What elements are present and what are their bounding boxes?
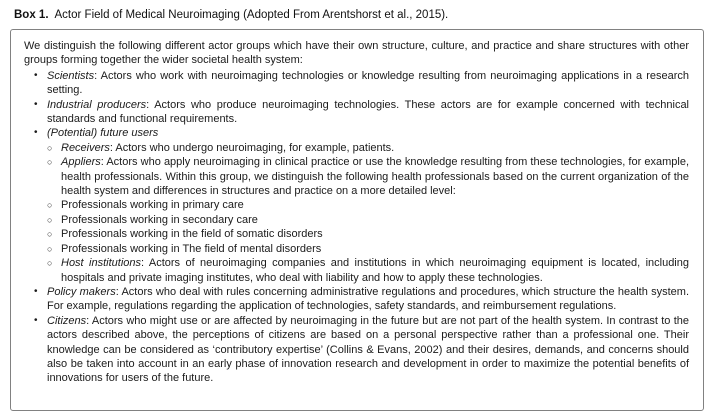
item-text bbox=[61, 213, 689, 227]
bullet-icon: • bbox=[34, 98, 38, 110]
list-item bbox=[34, 126, 689, 284]
content-box bbox=[10, 29, 704, 411]
list-item bbox=[34, 69, 689, 98]
bullet-icon: • bbox=[34, 314, 38, 326]
item-rest: Professionals working in secondary care bbox=[61, 213, 258, 226]
item-text bbox=[47, 314, 689, 386]
item-rest: : Actors who might use or are affected by neuroimaging in the future but are not part of the health system. In contrast to the actors described above, the perceptions of citizens are based on a personal perspective rather than a professional one. Their knowledge can be considered as ‘contributory expertise’ (Collins & Evans, 2002) and their desires, demands, and concerns should also be taken into account in an early phase of innovation research and development in order to maximize the potential benefits of innovations for users of the future. bbox=[47, 314, 689, 385]
bullet-icon: • bbox=[34, 285, 38, 297]
circle-icon: ○ bbox=[47, 243, 53, 254]
list-item bbox=[34, 98, 689, 127]
item-term: Industrial producers bbox=[47, 98, 147, 111]
item-term: Host institutions bbox=[61, 257, 142, 270]
item-text bbox=[61, 256, 689, 285]
circle-icon: ○ bbox=[47, 200, 53, 211]
sub-list-item bbox=[47, 141, 689, 155]
item-term: Policy makers bbox=[47, 285, 116, 298]
circle-icon: ○ bbox=[47, 258, 53, 269]
item-rest: Professionals working in primary care bbox=[61, 199, 244, 212]
item-text bbox=[47, 285, 689, 314]
sub-list-item bbox=[47, 242, 689, 256]
sub-list-item bbox=[47, 155, 689, 198]
item-rest: : Actors who deal with rules concerning administrative regulations and procedures, which structure the health system. For example, regulations regarding the application of technologies, safety standards, and reimbursement regulations. bbox=[47, 285, 690, 313]
bullet-icon: • bbox=[34, 69, 38, 81]
item-rest: : Actors who apply neuroimaging in clinical practice or use the knowledge resulting from these technologies, for example, health professionals. Within this group, we distinguish the following health professionals based on the current organization of the health system and differences in structures and practice on a more detailed level: bbox=[61, 156, 689, 198]
item-rest: : Actors who undergo neuroimaging, for example, patients. bbox=[109, 141, 395, 154]
sub-list bbox=[34, 141, 689, 285]
item-text bbox=[61, 198, 689, 212]
item-text bbox=[47, 98, 689, 127]
circle-icon: ○ bbox=[47, 142, 53, 153]
actor-list bbox=[24, 69, 689, 386]
item-text bbox=[61, 227, 689, 241]
item-term: Scientists bbox=[47, 69, 95, 82]
sub-list-item bbox=[47, 198, 689, 212]
bullet-icon: • bbox=[34, 127, 38, 139]
item-text bbox=[61, 155, 689, 198]
item-rest: Professionals working in The field of mental disorders bbox=[61, 242, 322, 255]
item-text bbox=[47, 126, 689, 140]
circle-icon: ○ bbox=[47, 214, 53, 225]
sub-list-item bbox=[47, 213, 689, 227]
intro-paragraph: We distinguish the following different actor groups which have their own structure, culture, and practice and share structures with other groups forming together the wider societal health system: bbox=[24, 40, 689, 67]
sub-list-item bbox=[47, 227, 689, 241]
box-title: Actor Field of Medical Neuroimaging (Adopted From Arentshorst et al., 2015). bbox=[54, 9, 449, 21]
list-item bbox=[34, 285, 689, 314]
list-item bbox=[34, 314, 689, 386]
item-term: Receivers bbox=[61, 141, 110, 154]
circle-icon: ○ bbox=[47, 157, 53, 168]
item-term: Appliers bbox=[61, 156, 101, 169]
item-text bbox=[61, 141, 689, 155]
circle-icon: ○ bbox=[47, 229, 53, 240]
item-text bbox=[61, 242, 689, 256]
box-label: Box 1. bbox=[14, 9, 49, 21]
box-header bbox=[10, 8, 704, 29]
item-term: Citizens bbox=[47, 314, 87, 327]
item-rest: : Actors who produce neuroimaging technologies. These actors are for example concerned with technical standards and functional requirements. bbox=[47, 98, 690, 126]
item-rest: : Actors who work with neuroimaging technologies or knowledge resulting from neuroimaging applications in a research setting. bbox=[47, 69, 689, 97]
item-term: (Potential) future users bbox=[47, 127, 159, 140]
item-rest: : Actors of neuroimaging companies and institutions in which neuroimaging equipment is located, including hospitals and private imaging institutes, who deal with liability and how to apply these technologies. bbox=[61, 257, 689, 284]
sub-list-item bbox=[47, 256, 689, 285]
item-text bbox=[47, 69, 689, 98]
item-rest: Professionals working in the field of somatic disorders bbox=[61, 228, 323, 241]
